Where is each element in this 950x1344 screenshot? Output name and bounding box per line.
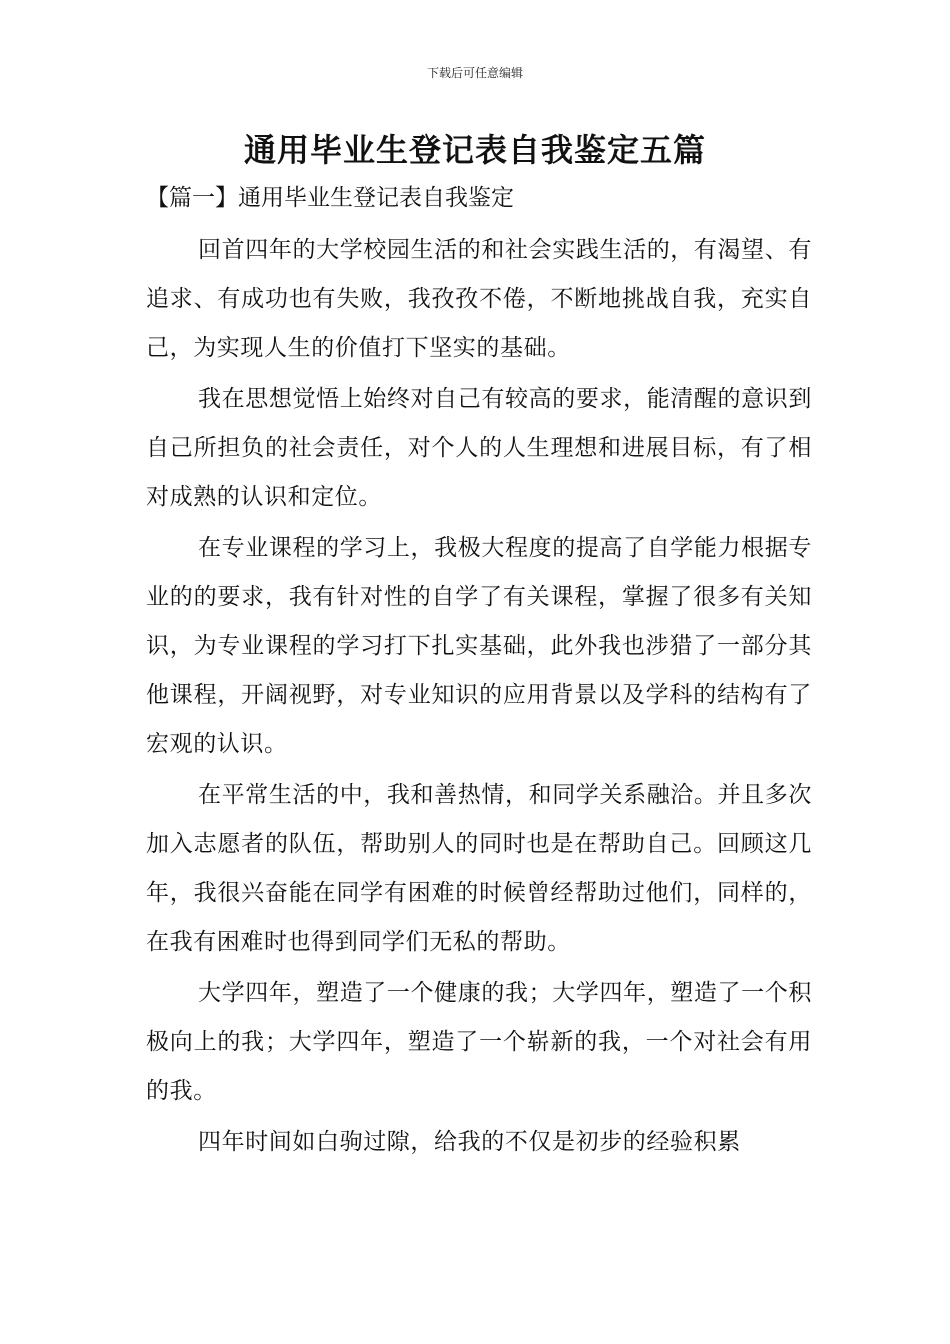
- paragraph: 在平常生活的中，我和善热情，和同学关系融洽。并且多次加入志愿者的队伍，帮助别人的同时也是在帮助自己。回顾这几年，我很兴奋能在同学有困难的时候曾经帮助过他们，同样的，在我有困难时也得到同学们无私的帮助。: [146, 782, 812, 955]
- header-note: 下载后可任意编辑: [426, 66, 523, 80]
- document-body: [146, 226, 812, 1169]
- section-heading: 【篇一】通用毕业生登记表自我鉴定: [146, 185, 514, 211]
- document-title: 通用毕业生登记表自我鉴定五篇: [243, 131, 706, 169]
- paragraph: 我在思想觉悟上始终对自己有较高的要求，能清醒的意识到自己所担负的社会责任，对个人的人生理想和进展目标，有了相对成熟的认识和定位。: [146, 386, 812, 510]
- paragraph: 在专业课程的学习上，我极大程度的提高了自学能力根据专业的的要求，我有针对性的自学了有关课程，掌握了很多有关知识，为专业课程的学习打下扎实基础，此外我也涉猎了一部分其他课程，开阔视野，对专业知识的应用背景以及学科的结构有了宏观的认识。: [146, 535, 812, 757]
- paragraph: 四年时间如白驹过隙，给我的不仅是初步的经验积累: [198, 1129, 741, 1155]
- paragraph: 回首四年的大学校园生活的和社会实践生活的，有渴望、有追求、有成功也有失败，我孜孜不倦，不断地挑战自我，充实自己，为实现人生的价值打下坚实的基础。: [146, 237, 812, 361]
- paragraph: 大学四年，塑造了一个健康的我；大学四年，塑造了一个积极向上的我；大学四年，塑造了一个崭新的我，一个对社会有用的我。: [146, 980, 812, 1104]
